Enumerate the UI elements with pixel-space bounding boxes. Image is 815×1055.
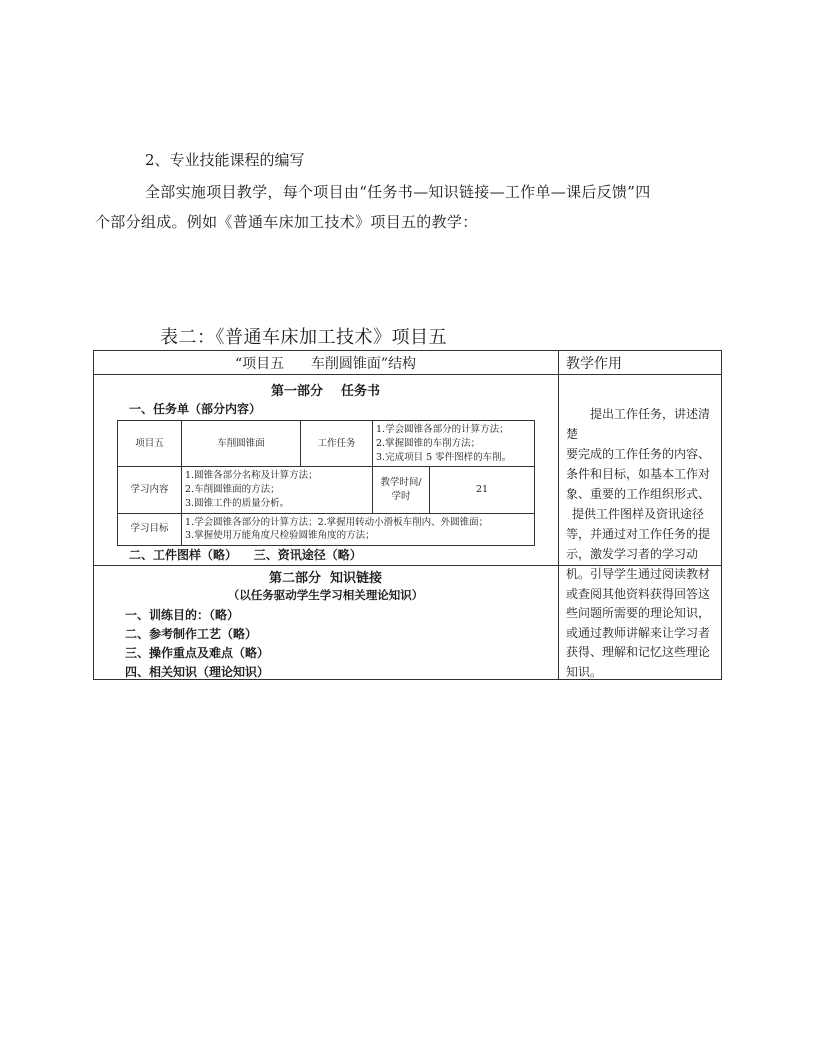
work-task-item: 3.完成项目 5 零件图样的车削。 xyxy=(376,451,512,463)
learning-content-label: 学习内容 xyxy=(118,467,182,513)
work-task-item: 2.掌握圆锥的车削方法； xyxy=(376,437,481,449)
work-task-item: 1.学会圆锥各部分的计算方法； xyxy=(376,424,509,435)
teaching-hours-label xyxy=(373,467,430,513)
drawing-and-resources: 二、工件图样（略） 三、资讯途径（略） xyxy=(129,548,362,562)
role-line: 或查阅其他资料获得回答这 xyxy=(566,586,711,601)
role-line: 些问题所需要的理论知识， xyxy=(566,606,711,620)
learning-goals-label: 学习目标 xyxy=(118,513,182,546)
teaching-hours-value: 21 xyxy=(430,467,535,513)
section-heading: 2、专业技能课程的编写 xyxy=(145,151,305,169)
teaching-hours-label-line2: 学时 xyxy=(391,490,411,502)
learning-content-list xyxy=(182,467,373,513)
part2-item: 三、操作重点及难点（略） xyxy=(125,646,270,660)
paragraph-line-1: 全部实施项目教学，每个项目由“任务书—知识链接—工作单—课后反馈”四 xyxy=(145,183,651,201)
role-line: 提供工件图样及资讯途径 xyxy=(572,507,705,521)
part2-item: 二、参考制作工艺（略） xyxy=(125,627,258,641)
role-line: 示，激发学习者的学习动机。 xyxy=(566,547,699,581)
teaching-hours-label-line1: 教学时间/ xyxy=(380,477,422,489)
role-line: 知识。 xyxy=(566,664,603,679)
part2-role-text xyxy=(566,565,716,682)
project-name: 车削圆锥面 xyxy=(182,421,301,467)
learning-content-item: 3.圆锥工件的质量分析。 xyxy=(185,497,290,509)
role-line: 象、重要的工作组织形式、 xyxy=(566,487,711,501)
table-caption: 表二：《普通车床加工技术》项目五 xyxy=(160,327,447,348)
role-line: 等，并通过对工作任务的提 xyxy=(566,527,711,541)
work-task-list xyxy=(373,421,535,467)
learning-goal-item: 3.掌握使用万能角度尺检验圆锥角度的方法； xyxy=(185,530,375,542)
table-header-divider xyxy=(93,374,722,375)
role-line: 或通过教师讲解来让学习者 xyxy=(566,625,711,640)
header-role: 教学作用 xyxy=(566,356,622,372)
role-line: 要完成的工作任务的内容、 xyxy=(566,447,711,461)
work-task-label: 工作任务 xyxy=(301,421,373,467)
table-column-divider xyxy=(558,350,559,680)
learning-content-item: 2.车削圆锥面的方法； xyxy=(185,484,280,496)
paragraph-line-2: 个部分组成。例如《普通车床加工技术》项目五的教学： xyxy=(95,213,478,231)
part1-role-text xyxy=(566,404,716,584)
part2-item: 四、相关知识（理论知识） xyxy=(125,665,270,679)
part2-subtitle: （以任务驱动学生学习相关理论知识） xyxy=(227,588,424,602)
part2-title: 第二部分 知识链接 xyxy=(268,571,383,586)
part2-item: 一、训练目的：（略） xyxy=(125,608,240,622)
learning-content-item: 1.圆锥各部分名称及计算方法； xyxy=(185,470,318,482)
role-line: 引导学生通过阅读教材 xyxy=(590,567,711,581)
task-list-heading: 一、任务单（部分内容） xyxy=(129,402,262,416)
learning-goal-item: 1.学会圆锥各部分的计算方法；2.掌握用转动小滑板车削内、外圆锥面； xyxy=(185,516,489,528)
role-line: 获得、理解和记忆这些理论 xyxy=(566,645,711,659)
project-label: 项目五 xyxy=(118,421,182,467)
part1-title: 第一部分 任务书 xyxy=(270,384,381,399)
task-sheet-table xyxy=(117,420,535,546)
role-line: 提出工作任务，讲述清楚 xyxy=(566,407,711,441)
header-structure: “项目五 车削圆锥面”结构 xyxy=(234,356,416,372)
role-line: 条件和目标，如基本工作对 xyxy=(566,467,711,481)
learning-goals-list xyxy=(182,513,535,546)
